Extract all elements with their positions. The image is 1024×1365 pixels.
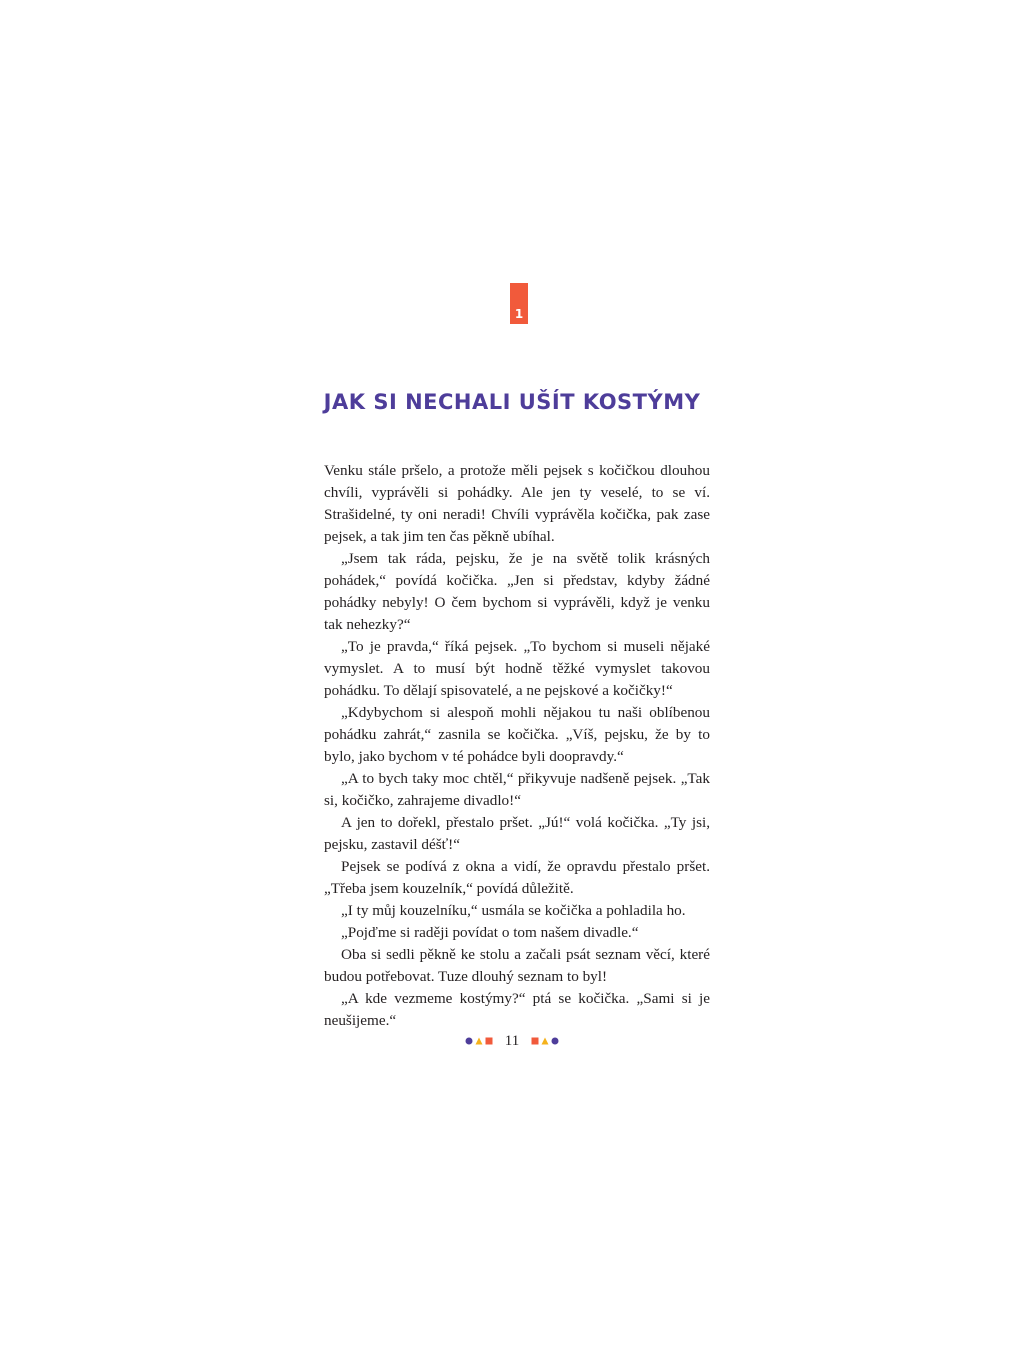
paragraph: A jen to dořekl, přestalo pršet. „Jú!“ volá kočička. „Ty jsi, pejsku, zastavil déšť!“ <box>324 814 710 853</box>
page-number: 11 <box>504 1033 520 1049</box>
triangle-icon <box>475 1037 483 1045</box>
chapter-title: JAK SI NECHALI UŠÍT KOSTÝMY <box>323 390 701 414</box>
footer-ornament-right <box>531 1037 559 1045</box>
paragraph: „To je pravda,“ říká pejsek. „To bychom si museli nějaké vymyslet. A to musí být hodně těžké vymyslet takovou pohádku. To dělají spisovatelé, a ne pejskové a kočičky!“ <box>324 638 710 699</box>
footer-ornament-left <box>465 1037 493 1045</box>
paragraph: „Jsem tak ráda, pejsku, že je na světě tolik krásných pohádek,“ povídá kočička. „Jen si představ, kdyby žádné pohádky nebyly! O čem bychom si vyprávěli, když je venku tak nehezky?“ <box>324 550 710 633</box>
triangle-icon <box>541 1037 549 1045</box>
paragraph: „A to bych taky moc chtěl,“ přikyvuje nadšeně pejsek. „Tak si, kočičko, zahrajeme divadlo!“ <box>324 770 710 809</box>
circle-icon <box>465 1037 473 1045</box>
paragraph: Oba si sedli pěkně ke stolu a začali psát seznam věcí, které budou potřebovat. Tuze dlouhý seznam to byl! <box>324 946 710 985</box>
paragraph: „Pojďme si raději povídat o tom našem divadle.“ <box>341 924 639 941</box>
paragraph: „Kdybychom si alespoň mohli nějakou tu naši oblíbenou pohádku zahrát,“ zasnila se kočička. „Víš, pejsku, že by to bylo, jako bychom v té pohádce byli doopravdy.“ <box>324 704 710 765</box>
chapter-number: 1 <box>514 307 524 321</box>
square-icon <box>531 1037 539 1045</box>
circle-icon <box>551 1037 559 1045</box>
paragraph: „I ty můj kouzelníku,“ usmála se kočička a pohladila ho. <box>341 902 686 919</box>
page-footer <box>0 1032 1024 1050</box>
paragraph: Venku stále pršelo, a protože měli pejsek s kočičkou dlouhou chvíli, vyprávěli si pohádky. Ale jen ty veselé, to se ví. Strašidelné, ty oni neradi! Chvíli vyprávěla kočička, pak zase pejsek, a tak jim ten čas pěkně ubíhal. <box>324 462 710 545</box>
chapter-number-tab <box>510 283 528 324</box>
square-icon <box>485 1037 493 1045</box>
paragraph: „A kde vezmeme kostýmy?“ ptá se kočička. „Sami si je neušijeme.“ <box>324 990 710 1029</box>
paragraph: Pejsek se podívá z okna a vidí, že opravdu přestalo pršet. „Třeba jsem kouzelník,“ povídá důležitě. <box>324 858 710 897</box>
chapter-body <box>324 460 710 1032</box>
